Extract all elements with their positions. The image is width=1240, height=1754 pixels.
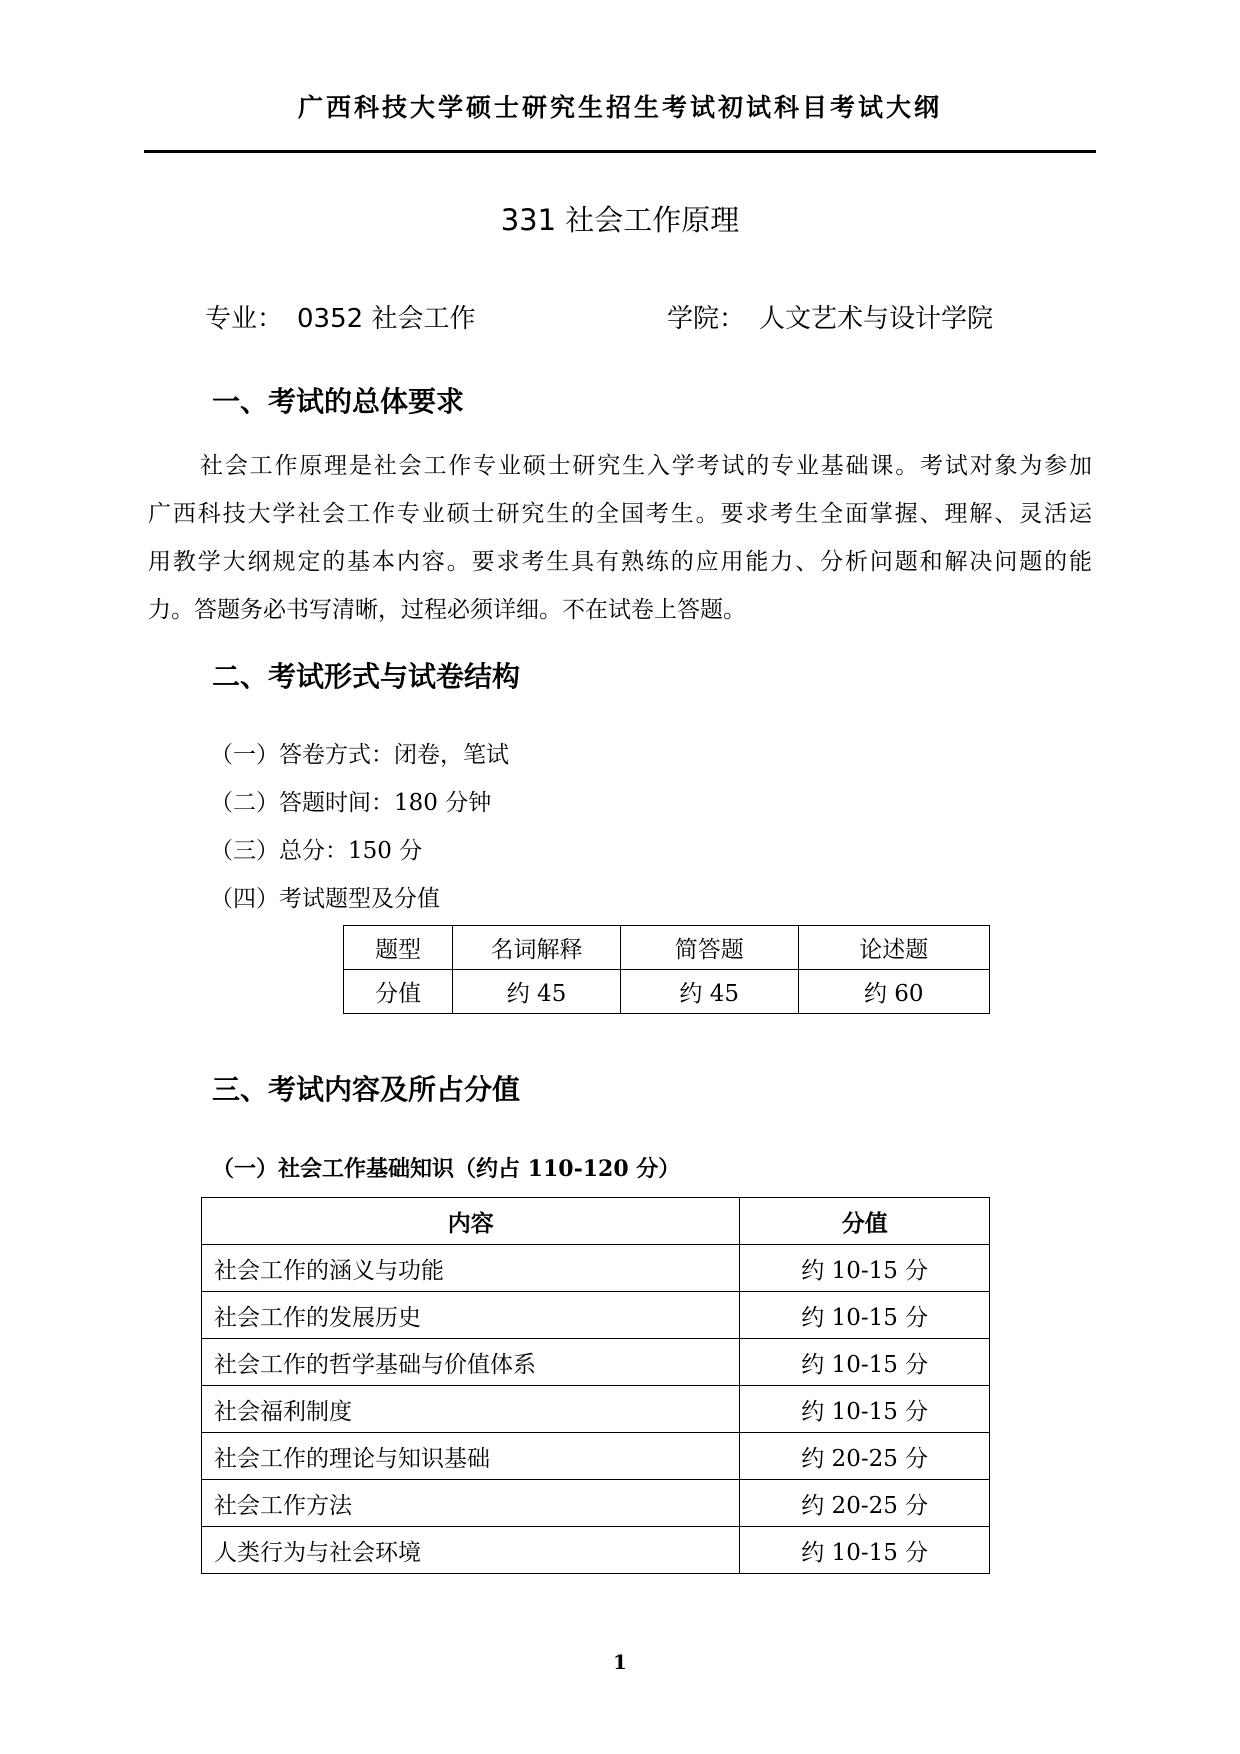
section-heading-general-requirements: 一、考试的总体要求 [212,385,465,418]
table-cell-score: 约 10-15 分 [740,1386,990,1433]
table-row [202,1527,990,1574]
table-cell-score: 约 20-25 分 [740,1480,990,1527]
table-cell-score: 约 10-15 分 [740,1527,990,1574]
question-type-table [343,925,990,1014]
table-row [202,1245,990,1292]
table-cell: 简答题 [620,926,798,970]
table-cell: 约 60 [798,970,990,1014]
table-cell: 题型 [344,926,453,970]
table-cell-topic: 社会工作的发展历史 [202,1292,740,1339]
format-item-answer-method: （一）答卷方式：闭卷，笔试 [210,742,509,768]
college-info [667,298,993,335]
column-header-score: 分值 [740,1198,990,1245]
major-info [205,298,475,335]
table-cell-topic: 社会福利制度 [202,1386,740,1433]
table-cell: 分值 [344,970,453,1014]
table-cell-topic: 社会工作方法 [202,1480,740,1527]
major-label: 专业： [205,304,284,334]
section-heading-exam-content: 三、考试内容及所占分值 [212,1073,521,1106]
table-row [344,970,990,1014]
content-score-table [201,1197,990,1574]
running-header-title: 广西科技大学硕士研究生招生考试初试科目考试大纲 [297,93,942,122]
format-item-total-score: （三）总分：150 分 [210,838,423,864]
table-header-row [202,1198,990,1245]
table-row [344,926,990,970]
page-number: 1 [613,1650,627,1674]
table-cell-topic: 人类行为与社会环境 [202,1527,740,1574]
table-cell: 约 45 [620,970,798,1014]
table-cell-topic: 社会工作的理论与知识基础 [202,1433,740,1480]
table-cell-score: 约 10-15 分 [740,1339,990,1386]
table-cell: 名词解释 [453,926,621,970]
header-divider [144,150,1096,153]
paragraph-line: 力。答题务必书写清晰，过程必须详细。不在试卷上答题。 [148,597,746,623]
document-title: 331 社会工作原理 [500,203,740,237]
table-cell-score: 约 20-25 分 [740,1433,990,1480]
column-header-content: 内容 [202,1198,740,1245]
college-value: 人文艺术与设计学院 [759,304,994,334]
table-cell-score: 约 10-15 分 [740,1292,990,1339]
paragraph-line: 用教学大纲规定的基本内容。要求考生具有熟练的应用能力、分析问题和解决问题的能 [148,549,1092,575]
table-row [202,1339,990,1386]
section-heading-exam-format: 二、考试形式与试卷结构 [212,660,521,693]
table-cell: 约 45 [453,970,621,1014]
table-row [202,1433,990,1480]
college-label: 学院： [667,304,746,334]
format-item-duration: （二）答题时间：180 分钟 [210,790,492,816]
table-cell: 论述题 [798,926,990,970]
table-cell-topic: 社会工作的涵义与功能 [202,1245,740,1292]
paragraph-line: 广西科技大学社会工作专业硕士研究生的全国考生。要求考生全面掌握、理解、灵活运 [148,501,1092,527]
table-cell-topic: 社会工作的哲学基础与价值体系 [202,1339,740,1386]
major-value: 0352 社会工作 [297,304,476,334]
table-row [202,1386,990,1433]
table-row [202,1480,990,1527]
format-item-question-types: （四）考试题型及分值 [210,886,440,912]
table-row [202,1292,990,1339]
table-cell-score: 约 10-15 分 [740,1245,990,1292]
paragraph-line: 社会工作原理是社会工作专业硕士研究生入学考试的专业基础课。考试对象为参加 [200,453,1092,479]
subsection-heading-basic-knowledge: （一）社会工作基础知识（约占 110-120 分） [212,1156,681,1182]
